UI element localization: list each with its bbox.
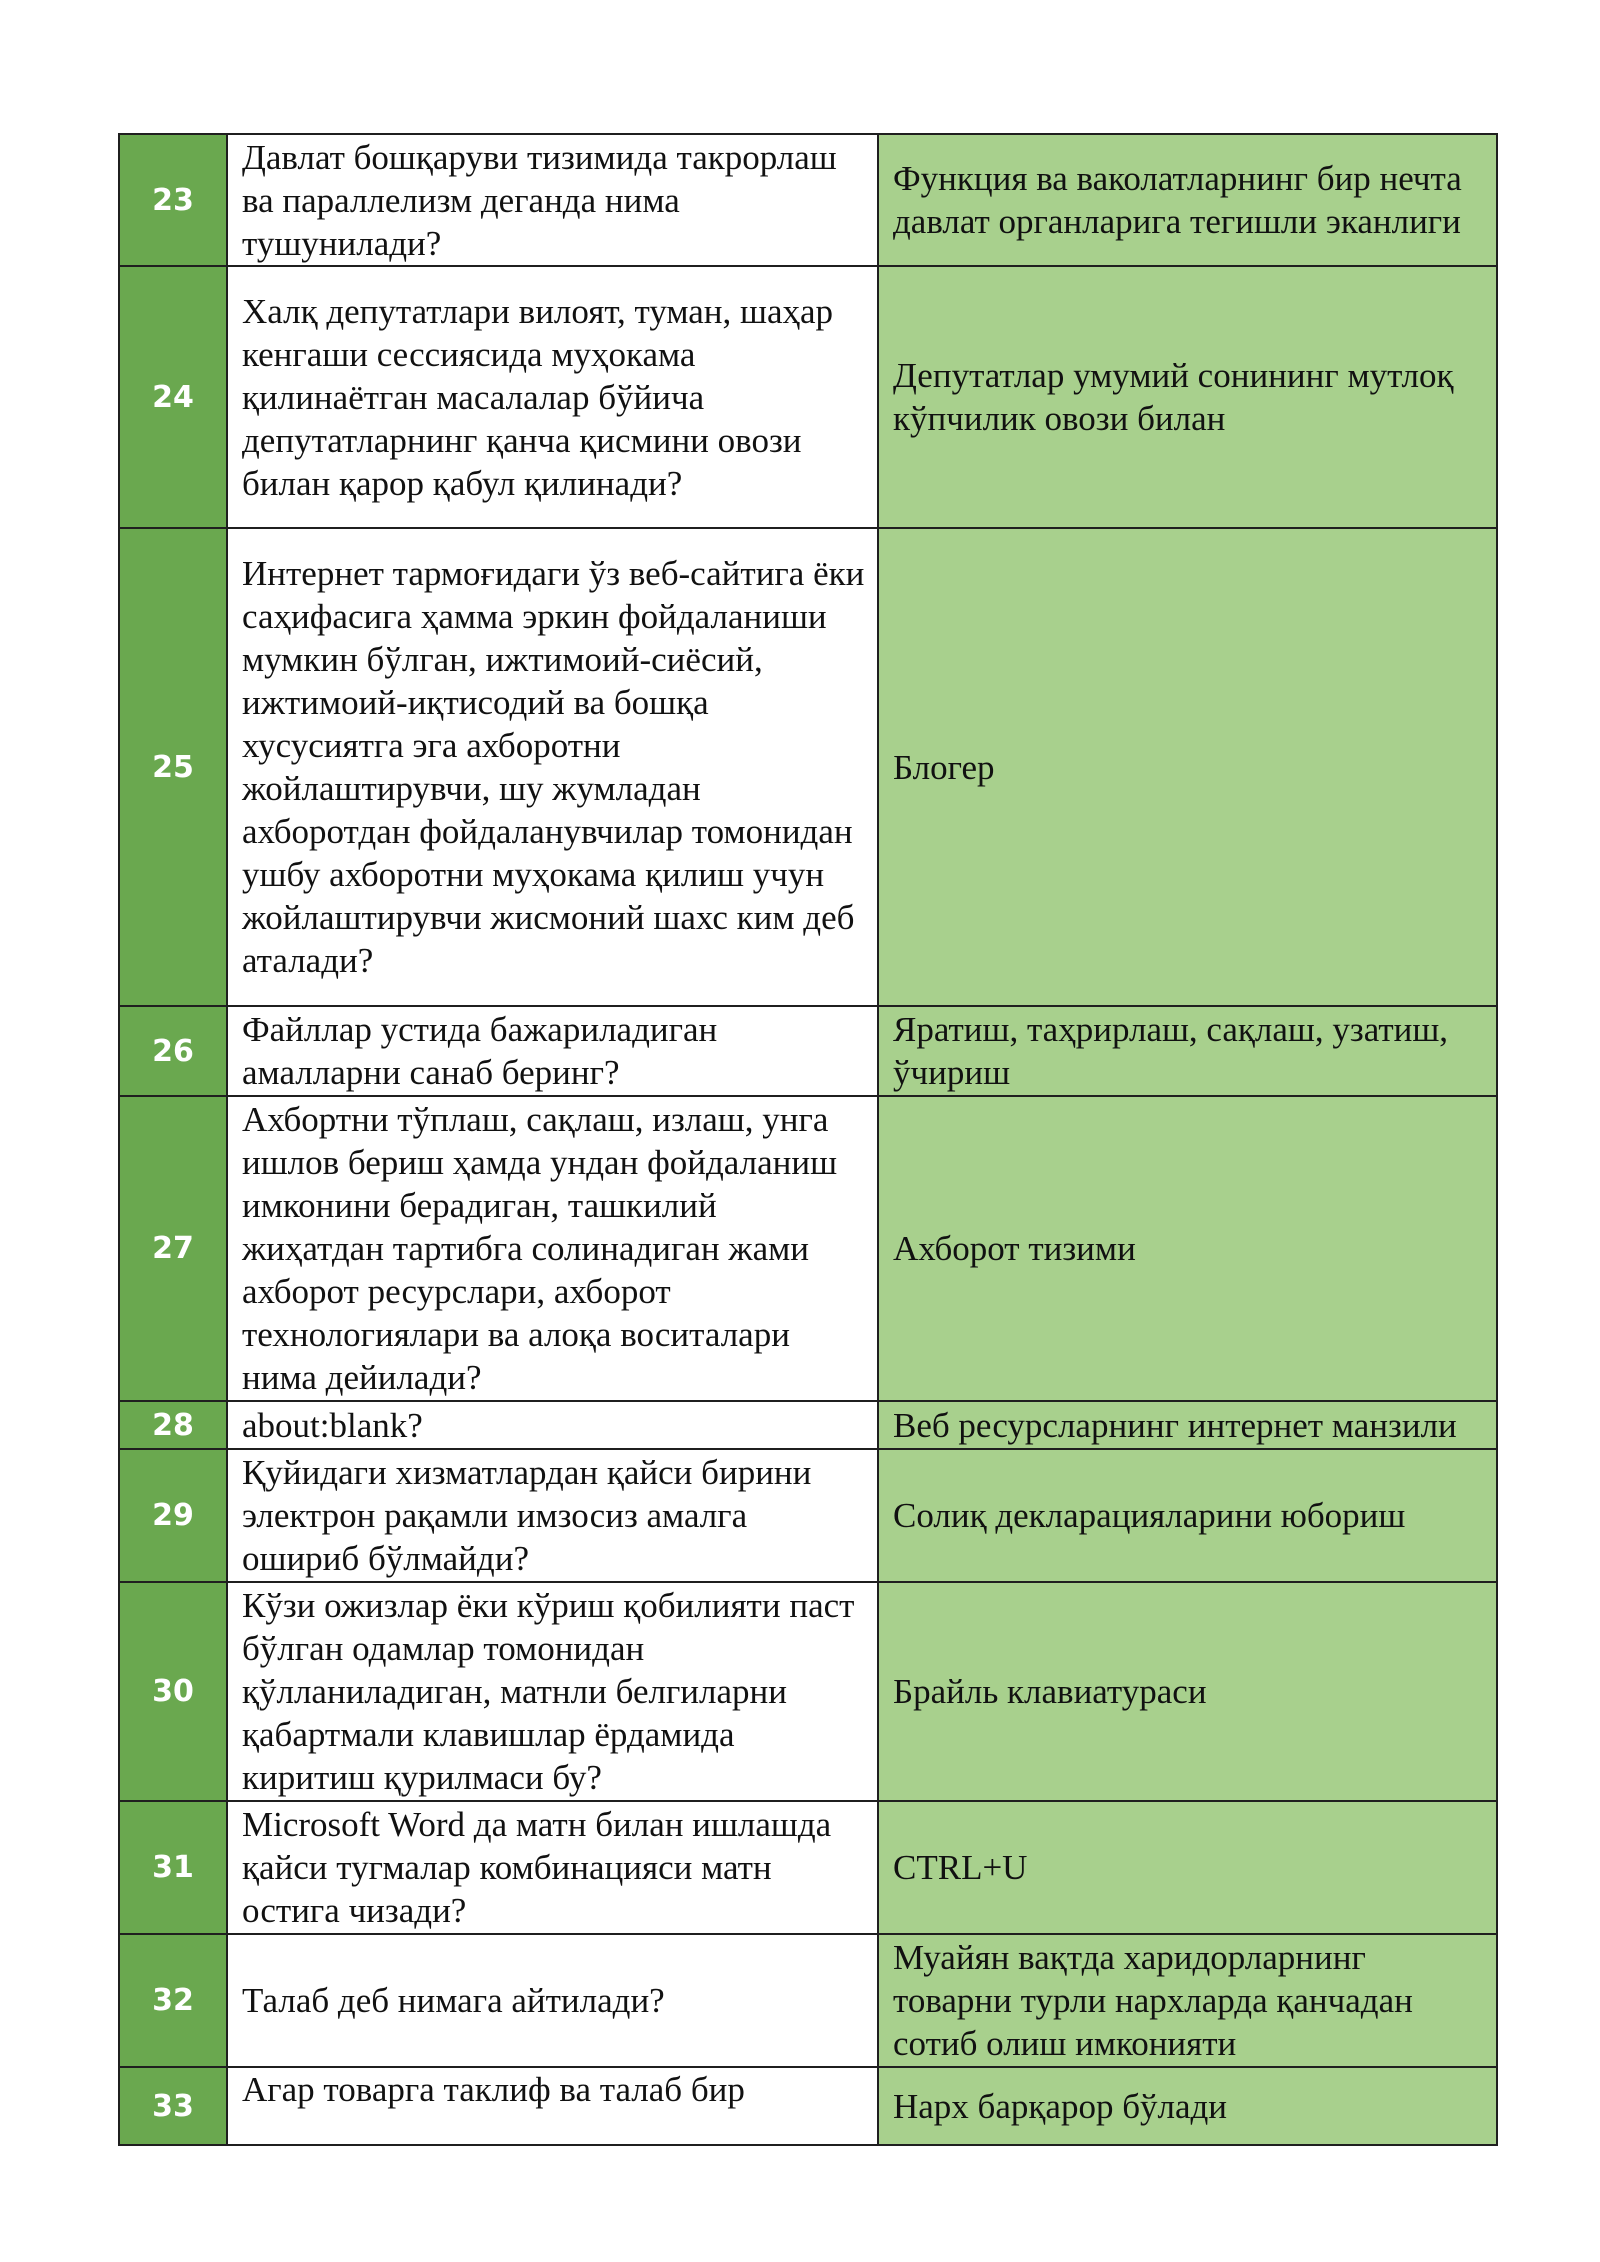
- questions-table: [118, 133, 1498, 2146]
- table-row: [119, 1449, 1497, 1582]
- table-row: [119, 2067, 1497, 2145]
- question-cell: Қуйидаги хизматлардан қайси бирини электрон рақамли имзосиз амалга ошириб бўлмайди?: [227, 1449, 878, 1582]
- answer-cell: Муайян вақтда харидорларнинг товарни турли нархларда қанчадан сотиб олиш имконияти: [878, 1934, 1497, 2067]
- row-number: 24: [119, 266, 227, 528]
- question-cell: Интернет тармоғидаги ўз веб-сайтига ёки саҳифасига ҳамма эркин фойдаланиши мумкин бўлган, ижтимоий-сиёсий, ижтимоий-иқтисодий ва бошқа хусусиятга эга ахборотни жойлаштирувчи, шу жумладан ахборотдан фойдаланувчилар томонидан ушбу ахборотни муҳокама қилиш учун жойлаштирувчи жисмоний шахс ким деб аталади?: [227, 528, 878, 1006]
- table-row: [119, 1006, 1497, 1096]
- row-number: 27: [119, 1096, 227, 1401]
- row-number: 28: [119, 1401, 227, 1449]
- answer-cell: Ахборот тизими: [878, 1096, 1497, 1401]
- table-row: [119, 1801, 1497, 1934]
- table-row: [119, 266, 1497, 528]
- row-number: 30: [119, 1582, 227, 1801]
- answer-cell: Солиқ декларацияларини юбориш: [878, 1449, 1497, 1582]
- answer-cell: Яратиш, таҳрирлаш, сақлаш, узатиш, ўчириш: [878, 1006, 1497, 1096]
- answer-cell: Брайль клавиатураси: [878, 1582, 1497, 1801]
- table-row: [119, 1401, 1497, 1449]
- answer-cell: Депутатлар умумий сонининг мутлоқ кўпчилик овози билан: [878, 266, 1497, 528]
- row-number: 26: [119, 1006, 227, 1096]
- question-cell: Халқ депутатлари вилоят, туман, шаҳар кенгаши сессиясида муҳокама қилинаётган масалалар бўйича депутатларнинг қанча қисмини овози билан қарор қабул қилинади?: [227, 266, 878, 528]
- table-row: [119, 528, 1497, 1006]
- answer-cell: Нарх барқарор бўлади: [878, 2067, 1497, 2145]
- table-row: [119, 1096, 1497, 1401]
- question-cell: Файллар устида бажариладиган амалларни санаб беринг?: [227, 1006, 878, 1096]
- question-cell: Давлат бошқаруви тизимида такрорлаш ва параллелизм деганда нима тушунилади?: [227, 134, 878, 266]
- row-number: 25: [119, 528, 227, 1006]
- question-cell: Microsoft Word да матн билан ишлашда қайси тугмалар комбинацияси матн остига чизади?: [227, 1801, 878, 1934]
- row-number: 31: [119, 1801, 227, 1934]
- row-number: 32: [119, 1934, 227, 2067]
- question-cell: Ахбортни тўплаш, сақлаш, излаш, унга ишлов бериш ҳамда ундан фойдаланиш имконини берадиган, ташкилий жиҳатдан тартибга солинадиган жами ахборот ресурслари, ахборот технологиялари ва алоқа воситалари нима дейилади?: [227, 1096, 878, 1401]
- row-number: 23: [119, 134, 227, 266]
- table-row: [119, 1934, 1497, 2067]
- question-cell: about:blank?: [227, 1401, 878, 1449]
- answer-cell: Функция ва ваколатларнинг бир нечта давлат органларига тегишли эканлиги: [878, 134, 1497, 266]
- table-row: [119, 134, 1497, 266]
- answer-cell: Веб ресурсларнинг интернет манзили: [878, 1401, 1497, 1449]
- row-number: 33: [119, 2067, 227, 2145]
- question-cell: Талаб деб нимага айтилади?: [227, 1934, 878, 2067]
- answer-cell: Блогер: [878, 528, 1497, 1006]
- answer-cell: CTRL+U: [878, 1801, 1497, 1934]
- question-cell: Кўзи ожизлар ёки кўриш қобилияти паст бўлган одамлар томонидан қўлланиладиган, матнли белгиларни қабартмали клавишлар ёрдамида киритиш қурилмаси бу?: [227, 1582, 878, 1801]
- row-number: 29: [119, 1449, 227, 1582]
- question-cell: Агар товарга таклиф ва талаб бир: [227, 2067, 878, 2145]
- table-row: [119, 1582, 1497, 1801]
